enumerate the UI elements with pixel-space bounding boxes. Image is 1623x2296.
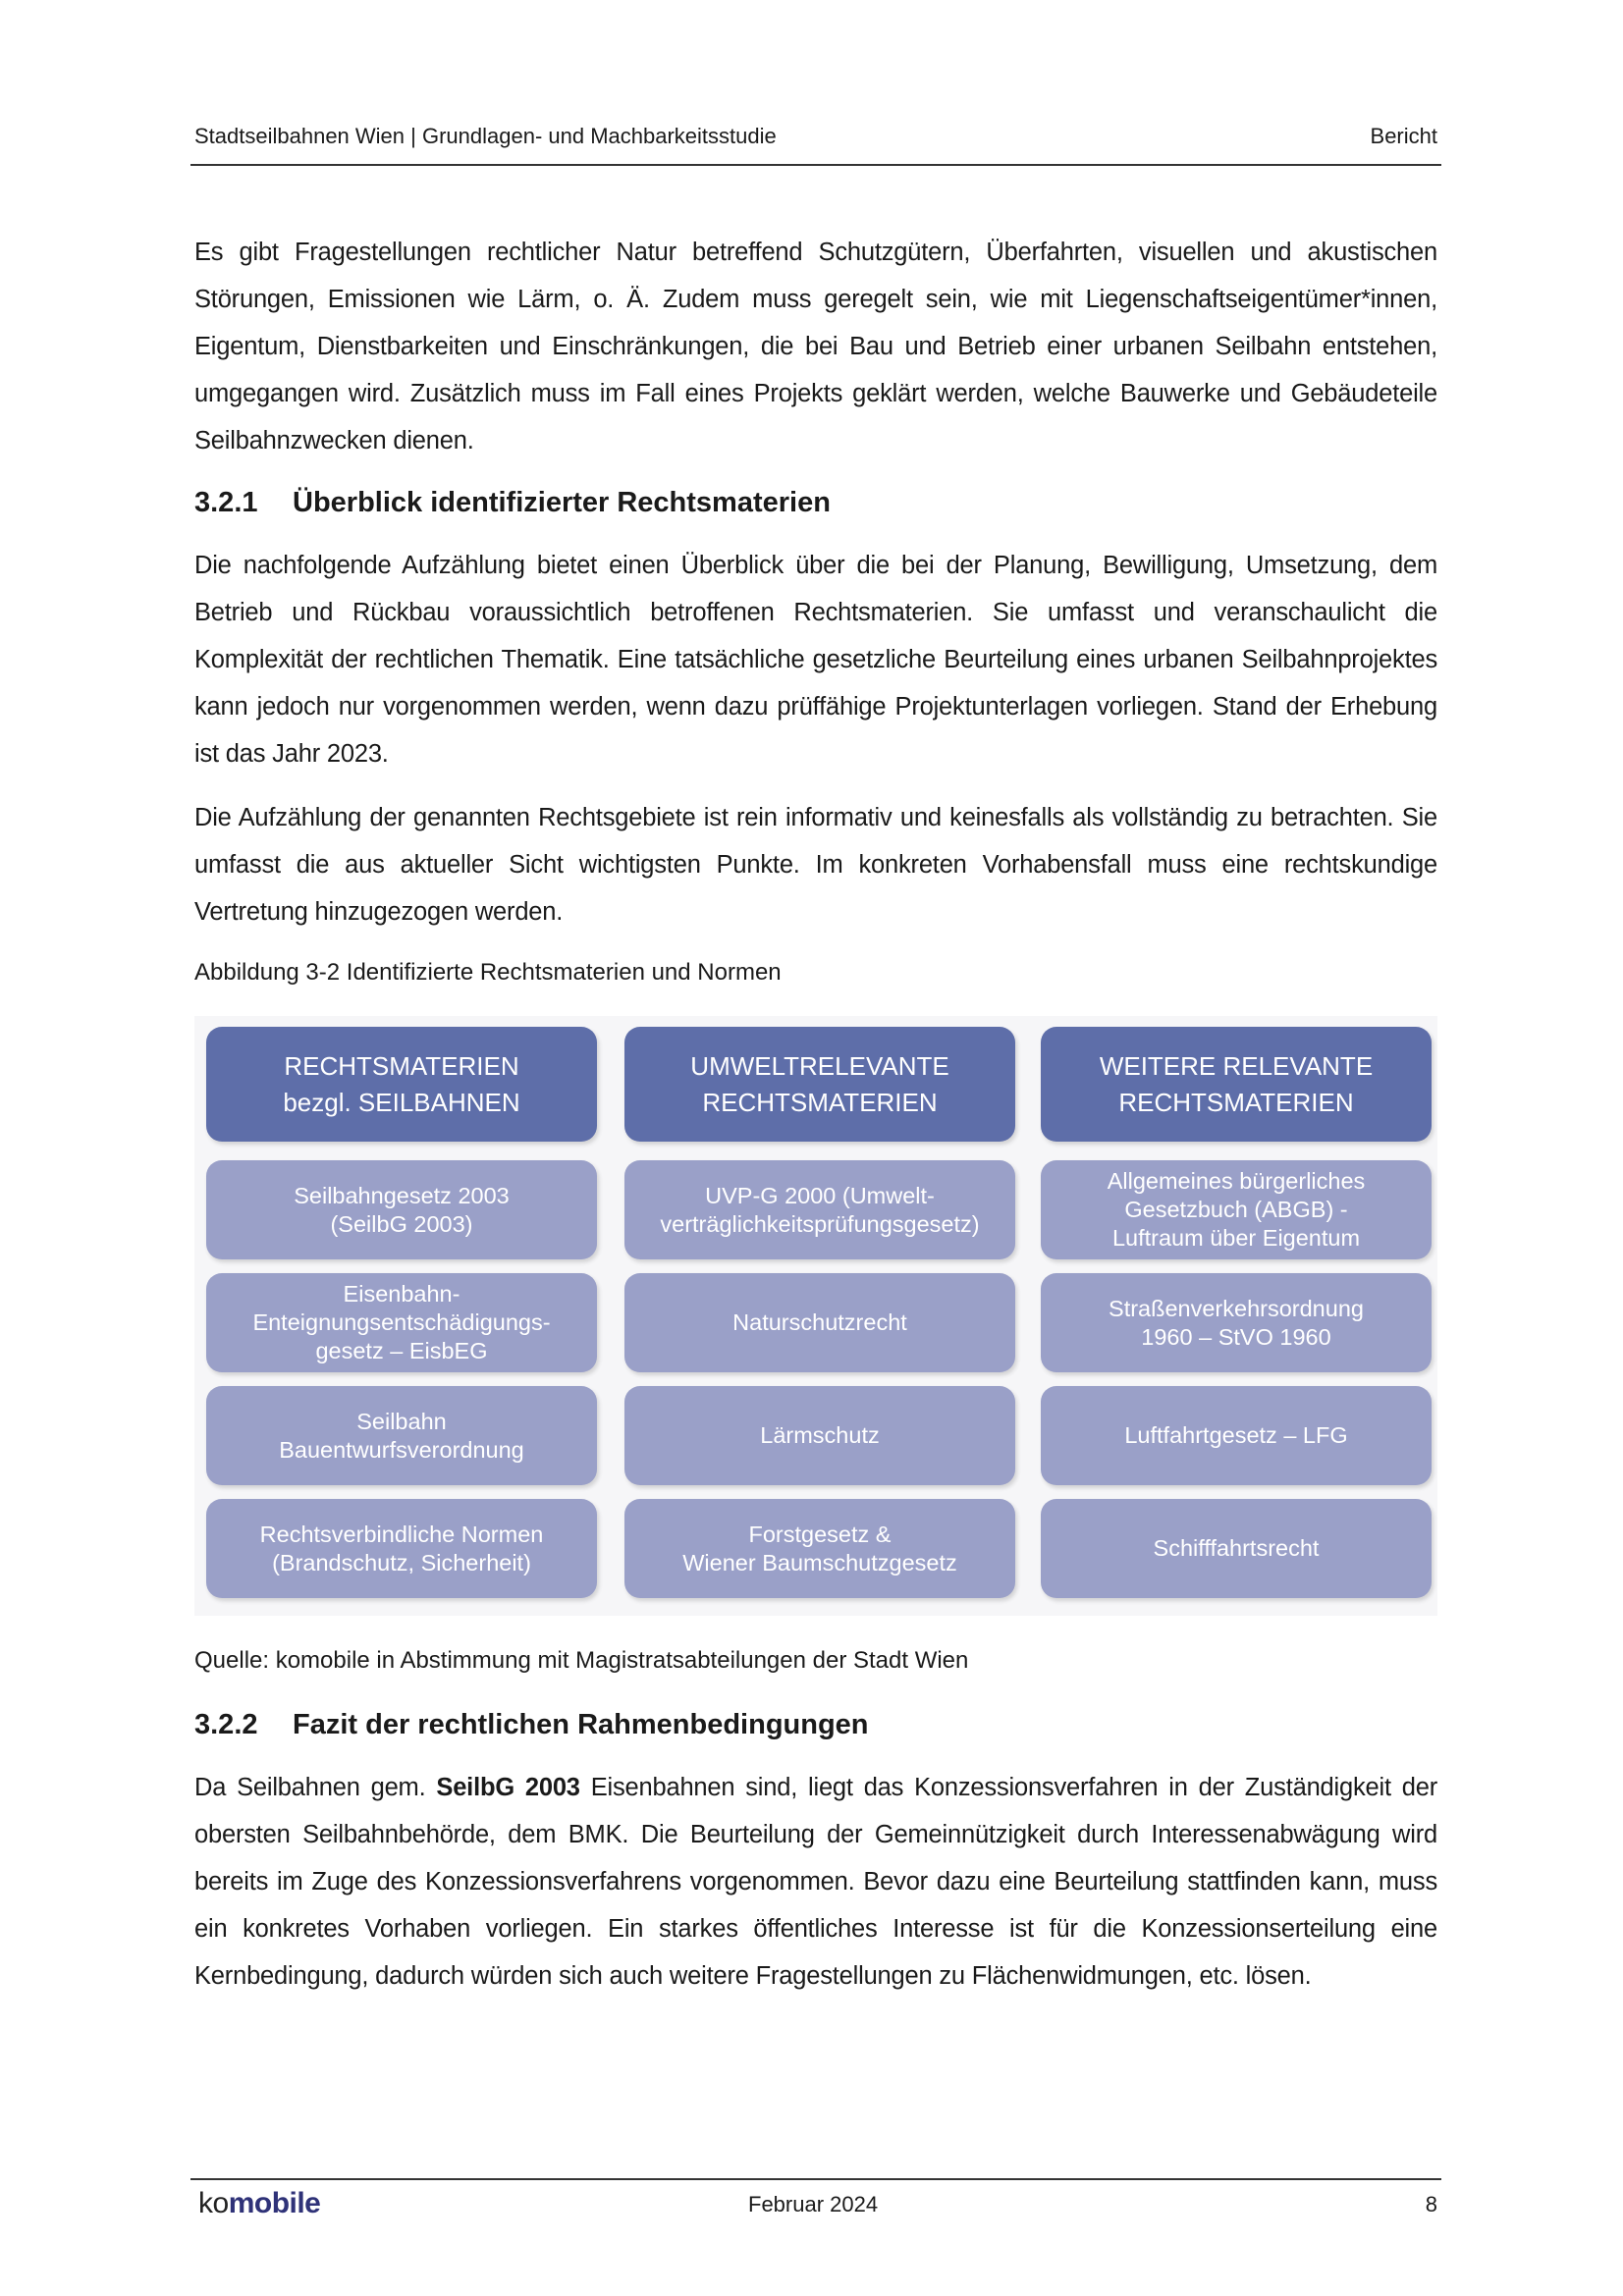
logo-part: ko	[198, 2187, 229, 2219]
figure-source: Quelle: komobile in Abstimmung mit Magistratsabteilungen der Stadt Wien	[194, 1647, 969, 1674]
diagram-item: Seilbahngesetz 2003 (SeilbG 2003)	[206, 1160, 597, 1259]
paragraph-overview: Die nachfolgende Aufzählung bietet einen Überblick über die bei der Planung, Bewilligung, Umsetzung, dem Betrieb und Rückbau voraussichtlich betroffenen Rechtsmaterien. Sie umfasst und veranschaulicht die Komplexität der rechtlichen Thematik. Eine tatsächliche gesetzliche Beurteilung eines urbanen Seilbahnprojektes kann jedoch nur vorgenommen werden, wenn dazu prüffähige Projektunterlagen vorliegen. Stand der Erhebung ist das Jahr 2023.	[194, 552, 1437, 768]
diagram-item: Straßenverkehrsordnung 1960 – StVO 1960	[1041, 1273, 1432, 1372]
text-run: Eisenbahnen sind, liegt das Konzessionsverfahren in der Zuständigkeit der obersten Seilbahnbehörde, dem BMK. Die Beurteilung der Gemeinnützigkeit durch Interessenabwägung wird bereits im Zuge des Konzessionsverfahrens vorgenommen. Bevor dazu eine Beurteilung stattfinden kann, muss ein konkretes Vorhaben vorliegen. Ein starkes öffentliches Interesse ist für die Konzessionserteilung eine Kernbedingung, dadurch würden sich auch weitere Fragestellungen zu Flächenwidmungen, etc. lösen.	[194, 1774, 1438, 1990]
heading-text: Überblick identifizierter Rechtsmaterien	[293, 487, 831, 518]
logo-part: mobile	[228, 2187, 321, 2219]
diagram-item: Lärmschutz	[624, 1386, 1015, 1485]
footer-divider	[190, 2178, 1441, 2180]
running-header-type: Bericht	[1370, 124, 1437, 148]
diagram-item: Naturschutzrecht	[624, 1273, 1015, 1372]
text-run: Da Seilbahnen gem.	[194, 1774, 437, 1801]
diagram-column-header: WEITERE RELEVANTE RECHTSMATERIEN	[1041, 1027, 1432, 1142]
page-number: 8	[1425, 2192, 1437, 2216]
paragraph-disclaimer: Die Aufzählung der genannten Rechtsgebiete ist rein informativ und keinesfalls als vollständig zu betrachten. Sie umfasst die aus aktueller Sicht wichtigsten Punkte. Im konkreten Vorhabensfall muss eine rechtskundige Vertretung hinzugezogen werden.	[194, 804, 1437, 926]
paragraph-conclusion	[194, 1764, 1437, 2000]
diagram-item: Luftfahrtgesetz – LFG	[1041, 1386, 1432, 1485]
heading-text: Fazit der rechtlichen Rahmenbedingungen	[293, 1709, 869, 1740]
heading-number: 3.2.2	[194, 1709, 258, 1740]
section-heading-3-2-2	[194, 1709, 869, 1741]
running-header-title: Stadtseilbahnen Wien | Grundlagen- und Machbarkeitsstudie	[194, 124, 777, 148]
figure-caption: Abbildung 3-2 Identifizierte Rechtsmaterien und Normen	[194, 959, 782, 986]
legal-matters-diagram	[194, 1016, 1437, 1616]
diagram-item: Rechtsverbindliche Normen (Brandschutz, Sicherheit)	[206, 1499, 597, 1598]
footer-date: Februar 2024	[748, 2192, 879, 2216]
diagram-item: Seilbahn Bauentwurfsverordnung	[206, 1386, 597, 1485]
diagram-item: UVP-G 2000 (Umwelt- verträglichkeitsprüfungsgesetz)	[624, 1160, 1015, 1259]
section-heading-3-2-1	[194, 487, 831, 519]
heading-number: 3.2.1	[194, 487, 258, 518]
diagram-column-header: RECHTSMATERIEN bezgl. SEILBAHNEN	[206, 1027, 597, 1142]
diagram-item: Allgemeines bürgerliches Gesetzbuch (ABGB) - Luftraum über Eigentum	[1041, 1160, 1432, 1259]
diagram-item: Schifffahrtsrecht	[1041, 1499, 1432, 1598]
diagram-column-header: UMWELTRELEVANTE RECHTSMATERIEN	[624, 1027, 1015, 1142]
diagram-item: Eisenbahn- Enteignungsentschädigungs- gesetz – EisbEG	[206, 1273, 597, 1372]
komobile-logo	[198, 2187, 320, 2220]
paragraph-intro: Es gibt Fragestellungen rechtlicher Natur betreffend Schutzgütern, Überfahrten, visuellen und akustischen Störungen, Emissionen wie Lärm, o. Ä. Zudem muss geregelt sein, wie mit Liegenschaftseigentümer*innen, Eigentum, Dienstbarkeiten und Einschränkungen, die bei Bau und Betrieb einer urbanen Seilbahn entstehen, umgegangen wird. Zusätzlich muss im Fall eines Projekts geklärt werden, welche Bauwerke und Gebäudeteile Seilbahnzwecken dienen.	[194, 239, 1437, 454]
bold-law-reference: SeilbG 2003	[436, 1774, 580, 1801]
header-divider	[190, 164, 1441, 166]
diagram-item: Forstgesetz & Wiener Baumschutzgesetz	[624, 1499, 1015, 1598]
